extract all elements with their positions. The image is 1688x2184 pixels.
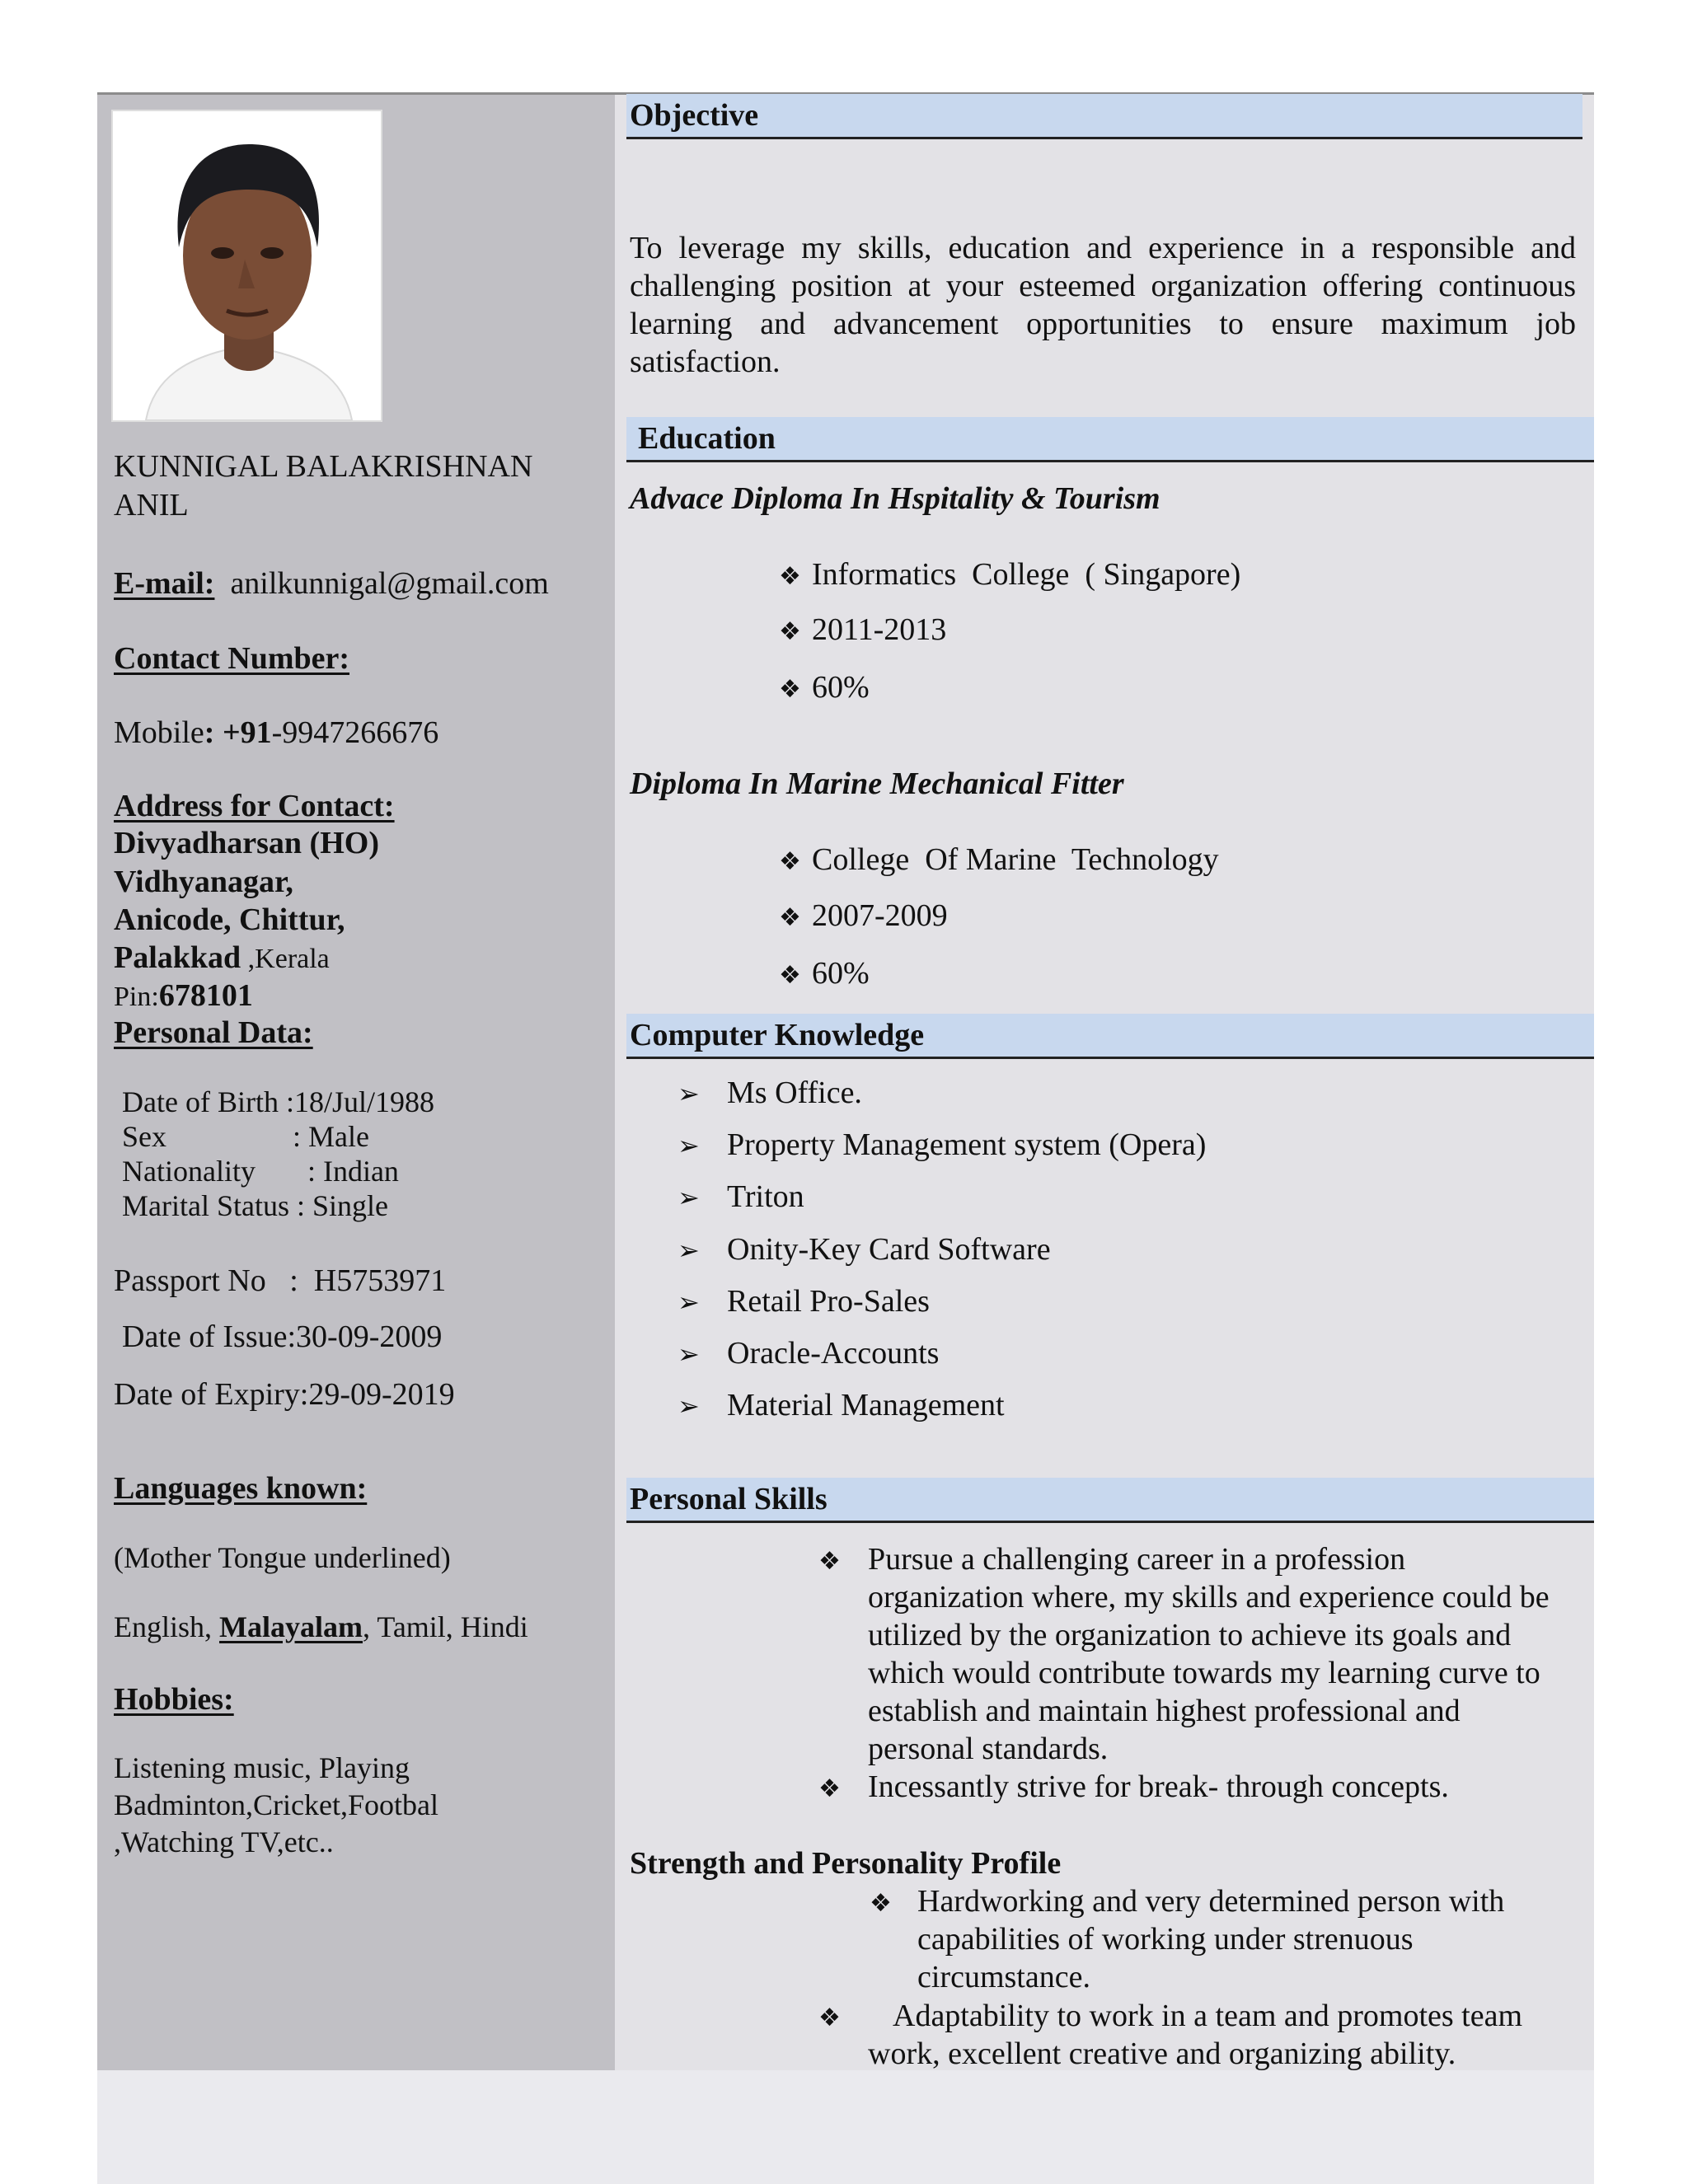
- bullet-diamond-icon: ❖: [779, 562, 801, 591]
- education-title-2: Diploma In Marine Mechanical Fitter: [630, 766, 1124, 801]
- computer-knowledge-heading: [626, 1014, 1594, 1059]
- computer-item-5: [678, 1282, 930, 1321]
- bullet-diamond-icon: ❖: [818, 1547, 841, 1576]
- profile-photo: [111, 110, 382, 422]
- bullet-arrow-icon: ➢: [678, 1078, 700, 1109]
- hobbies-line-3: ,Watching TV,etc..: [114, 1825, 334, 1858]
- computer-item-2: [678, 1126, 1206, 1165]
- address-line-1: Divyadharsan (HO): [114, 826, 379, 860]
- contact-number-label: Contact Number:: [114, 641, 350, 676]
- education-1-item-3-text: 60%: [812, 670, 870, 705]
- skills-bullet-1: [818, 1540, 851, 1581]
- mobile-colon: :: [204, 715, 215, 750]
- name-line-2: ANIL: [114, 488, 189, 523]
- bullet-diamond-icon: ❖: [818, 2004, 841, 2032]
- computer-item-6: [678, 1334, 939, 1373]
- computer-item-5-text: Retail Pro-Sales: [727, 1284, 930, 1319]
- passport-issue-date: Date of Issue:30-09-2009: [122, 1319, 443, 1354]
- hobbies-label: Hobbies:: [114, 1682, 234, 1717]
- bullet-diamond-icon: ❖: [779, 617, 801, 646]
- address-line-2: Vidhyanagar,: [114, 865, 293, 899]
- education-2-item-3: [779, 954, 870, 995]
- education-heading: [626, 417, 1594, 462]
- computer-item-4: [678, 1230, 1051, 1269]
- personal-skills-heading-text: Personal Skills: [630, 1482, 828, 1516]
- objective-heading: [626, 94, 1582, 139]
- languages-note: (Mother Tongue underlined): [114, 1541, 451, 1574]
- address-line-4: [114, 939, 330, 978]
- bullet-diamond-icon: ❖: [779, 961, 801, 990]
- passport-expiry-date: Date of Expiry:29-09-2019: [114, 1377, 455, 1412]
- objective-heading-text: Objective: [630, 98, 759, 133]
- marital-status: Marital Status : Single: [122, 1189, 388, 1222]
- address-state: ,Kerala: [241, 944, 330, 974]
- mobile-number: -9947266676: [271, 715, 439, 750]
- bullet-diamond-icon: ❖: [779, 847, 801, 876]
- mobile-label: Mobile: [114, 715, 204, 750]
- education-title-1: Advace Diploma In Hspitality & Tourism: [630, 481, 1160, 516]
- bullet-arrow-icon: ➢: [678, 1286, 700, 1318]
- strength-heading: Strength and Personality Profile: [630, 1846, 1062, 1881]
- nationality: Nationality : Indian: [122, 1155, 399, 1188]
- email-row: [114, 565, 549, 602]
- languages-label: Languages known:: [114, 1471, 368, 1506]
- skills-bullet-2: [818, 1768, 851, 1808]
- passport-number: Passport No : H5753971: [114, 1263, 447, 1298]
- computer-item-1-text: Ms Office.: [727, 1076, 862, 1110]
- computer-item-4-text: Onity-Key Card Software: [727, 1232, 1051, 1267]
- page-bottom-band: [97, 2070, 1594, 2184]
- mobile-row: [114, 714, 438, 752]
- languages-list: [114, 1608, 528, 1646]
- computer-item-6-text: Oracle-Accounts: [727, 1336, 940, 1371]
- language-malayalam: Malayalam: [219, 1610, 363, 1643]
- bullet-diamond-icon: ❖: [818, 1774, 841, 1803]
- education-1-item-1: [779, 555, 1240, 596]
- language-others: , Tamil, Hindi: [363, 1610, 528, 1643]
- bullet-arrow-icon: ➢: [678, 1182, 700, 1213]
- education-heading-text: Education: [638, 421, 776, 456]
- strength-item-1-text: Hardworking and very determined person with capabilities of working under strenuous circumstance.: [917, 1884, 1505, 1994]
- pin-row: [114, 977, 253, 1016]
- computer-item-1: [678, 1074, 862, 1113]
- computer-item-7-text: Material Management: [727, 1388, 1005, 1422]
- pin-label: Pin:: [114, 982, 159, 1012]
- education-1-item-3: [779, 668, 870, 709]
- computer-knowledge-heading-text: Computer Knowledge: [630, 1018, 925, 1052]
- strength-bullet-2: [818, 1997, 851, 2037]
- bullet-diamond-icon: ❖: [779, 903, 801, 932]
- education-2-item-3-text: 60%: [812, 956, 870, 991]
- dob: Date of Birth :18/Jul/1988: [122, 1085, 434, 1118]
- computer-item-3: [678, 1178, 804, 1216]
- education-2-item-2: [779, 897, 948, 937]
- profile-photo-image: [113, 111, 381, 420]
- bullet-arrow-icon: ➢: [678, 1130, 700, 1161]
- computer-item-3-text: Triton: [727, 1179, 804, 1214]
- education-2-item-2-text: 2007-2009: [812, 898, 948, 933]
- strength-bullet-1: [870, 1882, 903, 1923]
- email-label: E-mail:: [114, 566, 215, 601]
- bullet-diamond-icon: ❖: [870, 1889, 892, 1918]
- personal-data-label: Personal Data:: [114, 1015, 313, 1050]
- name-line-1: KUNNIGAL BALAKRISHNAN: [114, 449, 533, 484]
- computer-item-7: [678, 1386, 1005, 1425]
- education-1-item-2: [779, 611, 946, 651]
- bullet-arrow-icon: ➢: [678, 1338, 700, 1370]
- education-2-item-1-text: College Of Marine Technology: [812, 842, 1219, 877]
- education-1-item-1-text: Informatics College ( Singapore): [812, 557, 1241, 592]
- skills-item-2-text: Incessantly strive for break- through concepts.: [868, 1769, 1449, 1804]
- sex: Sex : Male: [122, 1120, 369, 1153]
- address-line-3: Anicode, Chittur,: [114, 902, 345, 937]
- language-english: English,: [114, 1610, 220, 1643]
- email-value: anilkunnigal@gmail.com: [230, 566, 549, 601]
- address-city: Palakkad: [114, 940, 241, 975]
- education-1-item-2-text: 2011-2013: [812, 612, 947, 647]
- mobile-code: +91: [222, 715, 272, 750]
- skills-item-1-text: Pursue a challenging career in a profession organization where, my skills and experience could be utilized by the organization to achieve its goals and which would contribute towards my learning curve to establish and maintain highest professional and personal standards.: [868, 1542, 1550, 1766]
- education-2-item-1: [779, 841, 1219, 881]
- bullet-arrow-icon: ➢: [678, 1390, 700, 1422]
- computer-item-2-text: Property Management system (Opera): [727, 1127, 1207, 1162]
- objective-text: To leverage my skills, education and experience in a responsible and challenging position at your esteemed organization offering continuous learning and advancement opportunities to ensure maximum job satisfaction.: [630, 231, 1576, 379]
- bullet-arrow-icon: ➢: [678, 1235, 700, 1266]
- bullet-diamond-icon: ❖: [779, 675, 801, 704]
- hobbies-line-2: Badminton,Cricket,Footbal: [114, 1788, 438, 1821]
- pin-value: 678101: [158, 978, 253, 1013]
- address-label: Address for Contact:: [114, 789, 395, 823]
- hobbies-line-1: Listening music, Playing: [114, 1751, 410, 1784]
- strength-item-2-text: Adaptability to work in a team and promotes team work, excellent creative and organizing ability.: [868, 1999, 1523, 2071]
- personal-skills-heading: [626, 1478, 1594, 1523]
